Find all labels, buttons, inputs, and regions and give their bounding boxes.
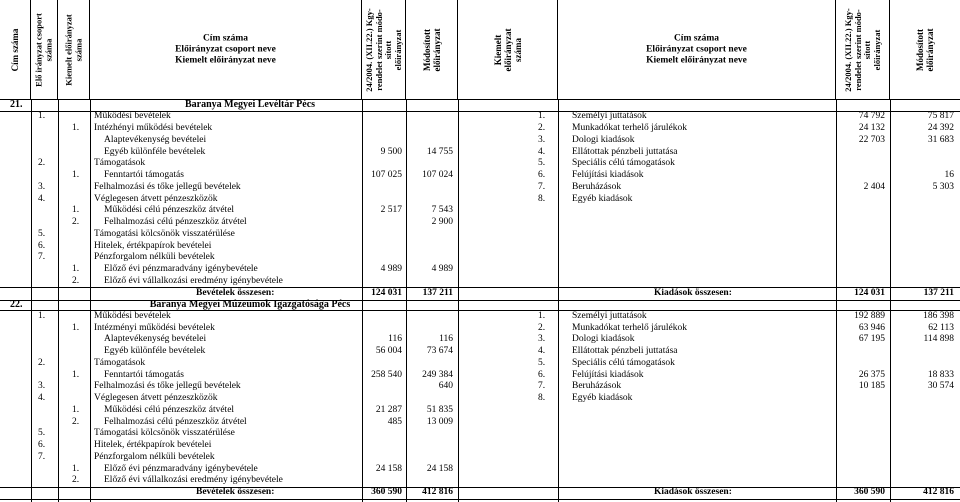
expense-value-modified: 31 683	[927, 134, 954, 145]
expense-number: 4.	[538, 346, 546, 356]
section-title-row	[0, 99, 960, 111]
expense-label: Ellátottak pénzbeli juttatása	[572, 346, 678, 356]
row-item-number: 1.	[72, 264, 80, 274]
expense-number: 3.	[538, 134, 546, 145]
header-cell-modositott-right	[890, 0, 960, 99]
header-text: 24/2004. (XII.22.) Kgy- rendelet szerint módo- sított előirányzat	[842, 7, 881, 92]
expense-value-original: 74 792	[858, 111, 885, 122]
row-value-original: 9 500	[380, 146, 402, 157]
column-rule	[890, 99, 891, 502]
expense-row	[0, 194, 960, 206]
row-group-number: 1.	[38, 310, 46, 321]
column-rule	[31, 99, 32, 502]
expense-value-original: 63 946	[858, 322, 885, 333]
column-rule	[458, 99, 459, 502]
row-group-number: 5.	[38, 428, 46, 439]
row-item-number: 2.	[72, 475, 80, 486]
header-cell-eloiranyzat-csoport	[31, 0, 58, 99]
row-label: Alaptevékenység bevételei	[104, 334, 207, 345]
section-name: Baranya Megyei Levéltár Pécs	[184, 99, 316, 110]
expense-number: 7.	[538, 181, 546, 192]
row-value-modified: 14 755	[426, 146, 453, 157]
row-value-original: 2 517	[380, 205, 402, 216]
expense-row	[0, 111, 960, 123]
row-value-modified: 116	[439, 334, 453, 345]
row-value-modified: 2 900	[431, 217, 453, 227]
income-total-modified: 137 211	[422, 287, 453, 298]
expense-value-modified: 18 833	[927, 369, 954, 380]
expense-row	[0, 346, 960, 358]
expense-row	[0, 123, 960, 135]
row-label: Pénzforgalom nélküli bevételek	[94, 451, 215, 462]
expense-value-original: 26 375	[858, 369, 885, 380]
budget-section	[0, 299, 960, 501]
income-row	[0, 428, 960, 440]
row-label: Pénzforgalom nélküli bevételek	[94, 252, 215, 263]
row-label: Hitelek, értékpapírok bevételei	[94, 240, 212, 251]
row-item-number: 2.	[72, 217, 80, 227]
expense-row	[0, 370, 960, 382]
expense-label: Ellátottak pénzbeli juttatása	[572, 146, 678, 157]
row-value-modified: 13 009	[426, 416, 453, 427]
row-label: Véglegesen átvett pénzeszközök	[94, 393, 218, 403]
header-text: Kiemelt előirányzat száma	[492, 28, 523, 71]
row-label: Alaptevékenység bevételei	[104, 134, 207, 145]
expense-value-original: 10 185	[858, 381, 885, 392]
row-value-modified: 640	[438, 381, 453, 392]
income-row	[0, 205, 960, 217]
expense-label: Speciális célú támogatások	[572, 158, 675, 169]
expense-label: Felújítási kiadások	[572, 369, 644, 380]
row-value-modified: 107 024	[422, 170, 453, 180]
row-value-modified: 4 989	[431, 264, 453, 274]
row-group-number: 1.	[38, 111, 46, 122]
expense-number: 3.	[538, 334, 546, 345]
row-label: Előző évi pénzmaradvány igénybevétele	[104, 463, 258, 474]
row-value-original: 116	[388, 334, 402, 345]
expense-label: Munkadókat terhelő járulékok	[572, 322, 688, 333]
row-label: Fenntartói támogatás	[104, 170, 184, 180]
expense-value-original: 67 195	[858, 334, 885, 345]
expense-label: Munkadókat terhelő járulékok	[572, 123, 688, 133]
expense-row	[0, 135, 960, 147]
row-label: Működési célú pénzeszköz átvétel	[104, 404, 235, 415]
expense-value-modified: 75 817	[927, 111, 954, 122]
expense-row	[0, 147, 960, 159]
row-group-number: 4.	[38, 193, 46, 204]
income-total-original: 124 031	[371, 287, 402, 298]
header-cell-names-left	[90, 0, 362, 99]
header-cell-kiemelt-eloiranyzat	[58, 0, 90, 99]
column-rule	[558, 99, 559, 502]
expense-number: 8.	[538, 393, 546, 403]
expense-total-original: 124 031	[854, 287, 885, 298]
expense-row	[0, 381, 960, 393]
header-text: Módosított előirányzat	[915, 28, 935, 71]
row-item-number: 1.	[72, 205, 80, 216]
column-rule	[836, 99, 837, 502]
expense-label: Dologi kiadások	[572, 334, 635, 345]
row-value-modified: 249 384	[422, 369, 453, 380]
expense-total-label: Kiadások összesen:	[654, 287, 732, 298]
row-label: Működési célú pénzeszköz átvétel	[104, 205, 235, 216]
table-header	[0, 0, 960, 100]
header-cell-rendelet-right	[836, 0, 890, 99]
income-row	[0, 417, 960, 429]
row-item-number: 1.	[72, 404, 80, 415]
row-label: Támogatási kölcsönök visszatérülése	[94, 228, 235, 239]
expense-value-modified: 5 303	[932, 181, 954, 192]
expense-label: Személyi juttatások	[572, 310, 647, 321]
income-row	[0, 452, 960, 464]
income-row	[0, 241, 960, 253]
income-total-label: Bevételek összesen:	[196, 487, 275, 497]
income-row	[0, 475, 960, 487]
expense-label: Dologi kiadások	[572, 134, 635, 145]
income-total-modified: 412 816	[422, 487, 453, 497]
row-value-original: 4 989	[380, 264, 402, 274]
column-rule	[362, 99, 363, 502]
row-group-number: 2.	[38, 357, 46, 368]
row-label: Támogatások	[94, 158, 146, 169]
income-row	[0, 264, 960, 276]
expense-number: 2.	[538, 123, 546, 133]
row-label: Működési bevételek	[94, 310, 171, 321]
expense-number: 5.	[538, 357, 546, 368]
header-cell-modositott-left	[406, 0, 458, 99]
row-group-number: 7.	[38, 451, 46, 462]
expense-number: 4.	[538, 146, 546, 157]
expense-label: Beruházások	[572, 381, 622, 392]
expense-value-original: 24 132	[858, 123, 885, 133]
expense-number: 1.	[538, 310, 546, 321]
header-text: Cím száma Előirányzat csoport neve Kiemelt előirányzat neve	[646, 33, 747, 65]
expense-row	[0, 182, 960, 194]
row-label: Előző évi pénzmaradvány igénybevétele	[104, 264, 258, 274]
row-group-number: 6.	[38, 440, 46, 450]
expense-value-modified: 30 574	[927, 381, 954, 392]
expense-label: Beruházások	[572, 181, 622, 192]
expense-row	[0, 358, 960, 370]
expense-row	[0, 170, 960, 182]
expense-label: Egyéb kiadások	[572, 393, 633, 403]
column-rule	[406, 99, 407, 502]
income-row	[0, 405, 960, 417]
expense-label: Személyi juttatások	[572, 111, 647, 122]
row-group-number: 4.	[38, 393, 46, 403]
expense-number: 6.	[538, 369, 546, 380]
expense-label: Felújítási kiadások	[572, 170, 644, 180]
row-label: Támogatási kölcsönök visszatérülése	[94, 428, 235, 439]
expense-total-modified: 137 211	[923, 287, 954, 298]
section-name: Baranya Megyei Múzeumok Igazgatósága Pécs	[149, 298, 351, 310]
row-item-number: 1.	[72, 170, 80, 180]
expense-number: 7.	[538, 381, 546, 392]
row-value-original: 21 287	[375, 404, 402, 415]
row-value-original: 258 540	[371, 369, 402, 380]
row-label: Egyéb különféle bevételek	[104, 346, 206, 356]
header-text: Kiemelt előirányzat száma	[63, 13, 83, 86]
expense-total-modified: 412 816	[923, 487, 954, 497]
row-item-number: 1.	[72, 463, 80, 474]
header-cell-cim-szama	[0, 0, 31, 99]
expense-row	[0, 334, 960, 346]
row-label: Intézhényi működési bevételek	[94, 123, 213, 133]
header-text: Elő irányzat csoport száma	[33, 12, 53, 87]
expense-value-original: 22 703	[858, 134, 885, 145]
header-cell-rendelet-left	[362, 0, 406, 99]
column-rule	[90, 99, 91, 502]
expense-number: 1.	[538, 111, 546, 122]
row-group-number: 5.	[38, 228, 46, 239]
expense-total-label: Kiadások összesen:	[654, 487, 732, 497]
row-label: Felhalmozási és tőke jellegű bevételek	[94, 181, 241, 192]
budget-section	[0, 99, 960, 301]
row-item-number: 1.	[72, 369, 80, 380]
row-group-number: 7.	[38, 252, 46, 263]
section-number: 21.	[10, 99, 23, 110]
expense-number: 2.	[538, 322, 546, 333]
row-label: Egyéb különféle bevételek	[104, 146, 206, 157]
row-group-number: 2.	[38, 158, 46, 169]
expense-number: 5.	[538, 158, 546, 169]
expense-row	[0, 393, 960, 405]
expense-row	[0, 158, 960, 170]
row-label: Fenntartói támogatás	[104, 369, 184, 380]
expense-value-original: 2 404	[863, 181, 885, 192]
row-label: Működési bevételek	[94, 111, 171, 122]
expense-label: Egyéb kiadások	[572, 193, 633, 204]
expense-value-modified: 62 113	[928, 322, 954, 333]
header-text: 24/2004. (XII.22.) Kgy- rendelet szerint módo- sított előirányzat	[363, 7, 402, 92]
totals-row	[0, 487, 960, 499]
row-label: Hitelek, értékpapírok bevételei	[94, 440, 212, 450]
income-row	[0, 464, 960, 476]
expense-value-modified: 24 392	[927, 123, 954, 133]
expense-row	[0, 323, 960, 335]
income-row	[0, 276, 960, 288]
income-total-original: 360 590	[371, 487, 402, 497]
income-total-label: Bevételek összesen:	[196, 287, 275, 298]
row-value-original: 485	[387, 416, 402, 427]
row-label: Előző évi vállalkozási eredmény igénybevétele	[104, 275, 283, 286]
section-number: 22.	[10, 298, 23, 310]
row-value-original: 107 025	[371, 170, 402, 180]
expense-row	[0, 311, 960, 323]
income-row	[0, 440, 960, 452]
header-cell-kiemelt-right	[458, 0, 558, 99]
expense-number: 8.	[538, 193, 546, 204]
expense-label: Speciális célú támogatások	[572, 357, 675, 368]
column-rule	[58, 99, 59, 502]
row-value-modified: 73 674	[426, 346, 453, 356]
row-value-original: 24 158	[375, 463, 402, 474]
header-text: Módosított előirányzat	[421, 28, 442, 71]
row-group-number: 3.	[38, 381, 46, 392]
divider	[0, 499, 960, 500]
row-value-modified: 7 543	[431, 205, 453, 216]
row-label: Támogatások	[94, 357, 146, 368]
row-value-modified: 51 835	[426, 404, 453, 415]
expense-number: 6.	[538, 170, 546, 180]
income-row	[0, 229, 960, 241]
row-group-number: 6.	[38, 240, 46, 251]
row-item-number: 1.	[72, 322, 80, 333]
row-label: Felhalmozási és tőke jellegű bevételek	[94, 381, 241, 392]
income-row	[0, 252, 960, 264]
row-group-number: 3.	[38, 181, 46, 192]
row-label: Felhalmozási célú pénzeszköz átvétel	[104, 416, 247, 427]
row-value-original: 56 004	[375, 346, 402, 356]
expense-total-original: 360 590	[854, 487, 885, 497]
header-text: Cím száma	[10, 28, 20, 71]
expense-value-modified: 186 398	[923, 310, 954, 321]
expense-value-modified: 16	[944, 170, 954, 180]
header-text: Cím száma Előirányzat csoport neve Kiemelt előirányzat neve	[175, 33, 276, 65]
section-title-row	[0, 299, 960, 311]
income-row	[0, 217, 960, 229]
row-label: Intézményi működési bevételek	[94, 322, 215, 333]
expense-value-modified: 114 898	[923, 334, 954, 345]
row-item-number: 2.	[72, 275, 80, 286]
row-value-modified: 24 158	[426, 463, 453, 474]
row-label: Véglegesen átvett pénzeszközök	[94, 193, 218, 204]
header-cell-names-right	[558, 0, 836, 99]
row-item-number: 1.	[72, 123, 80, 133]
row-label: Előző évi vállalkozási eredmény igénybevétele	[104, 475, 283, 486]
row-label: Felhalmozási célú pénzeszköz átvétel	[104, 217, 247, 227]
expense-value-original: 192 889	[854, 310, 885, 321]
row-item-number: 2.	[72, 416, 80, 427]
